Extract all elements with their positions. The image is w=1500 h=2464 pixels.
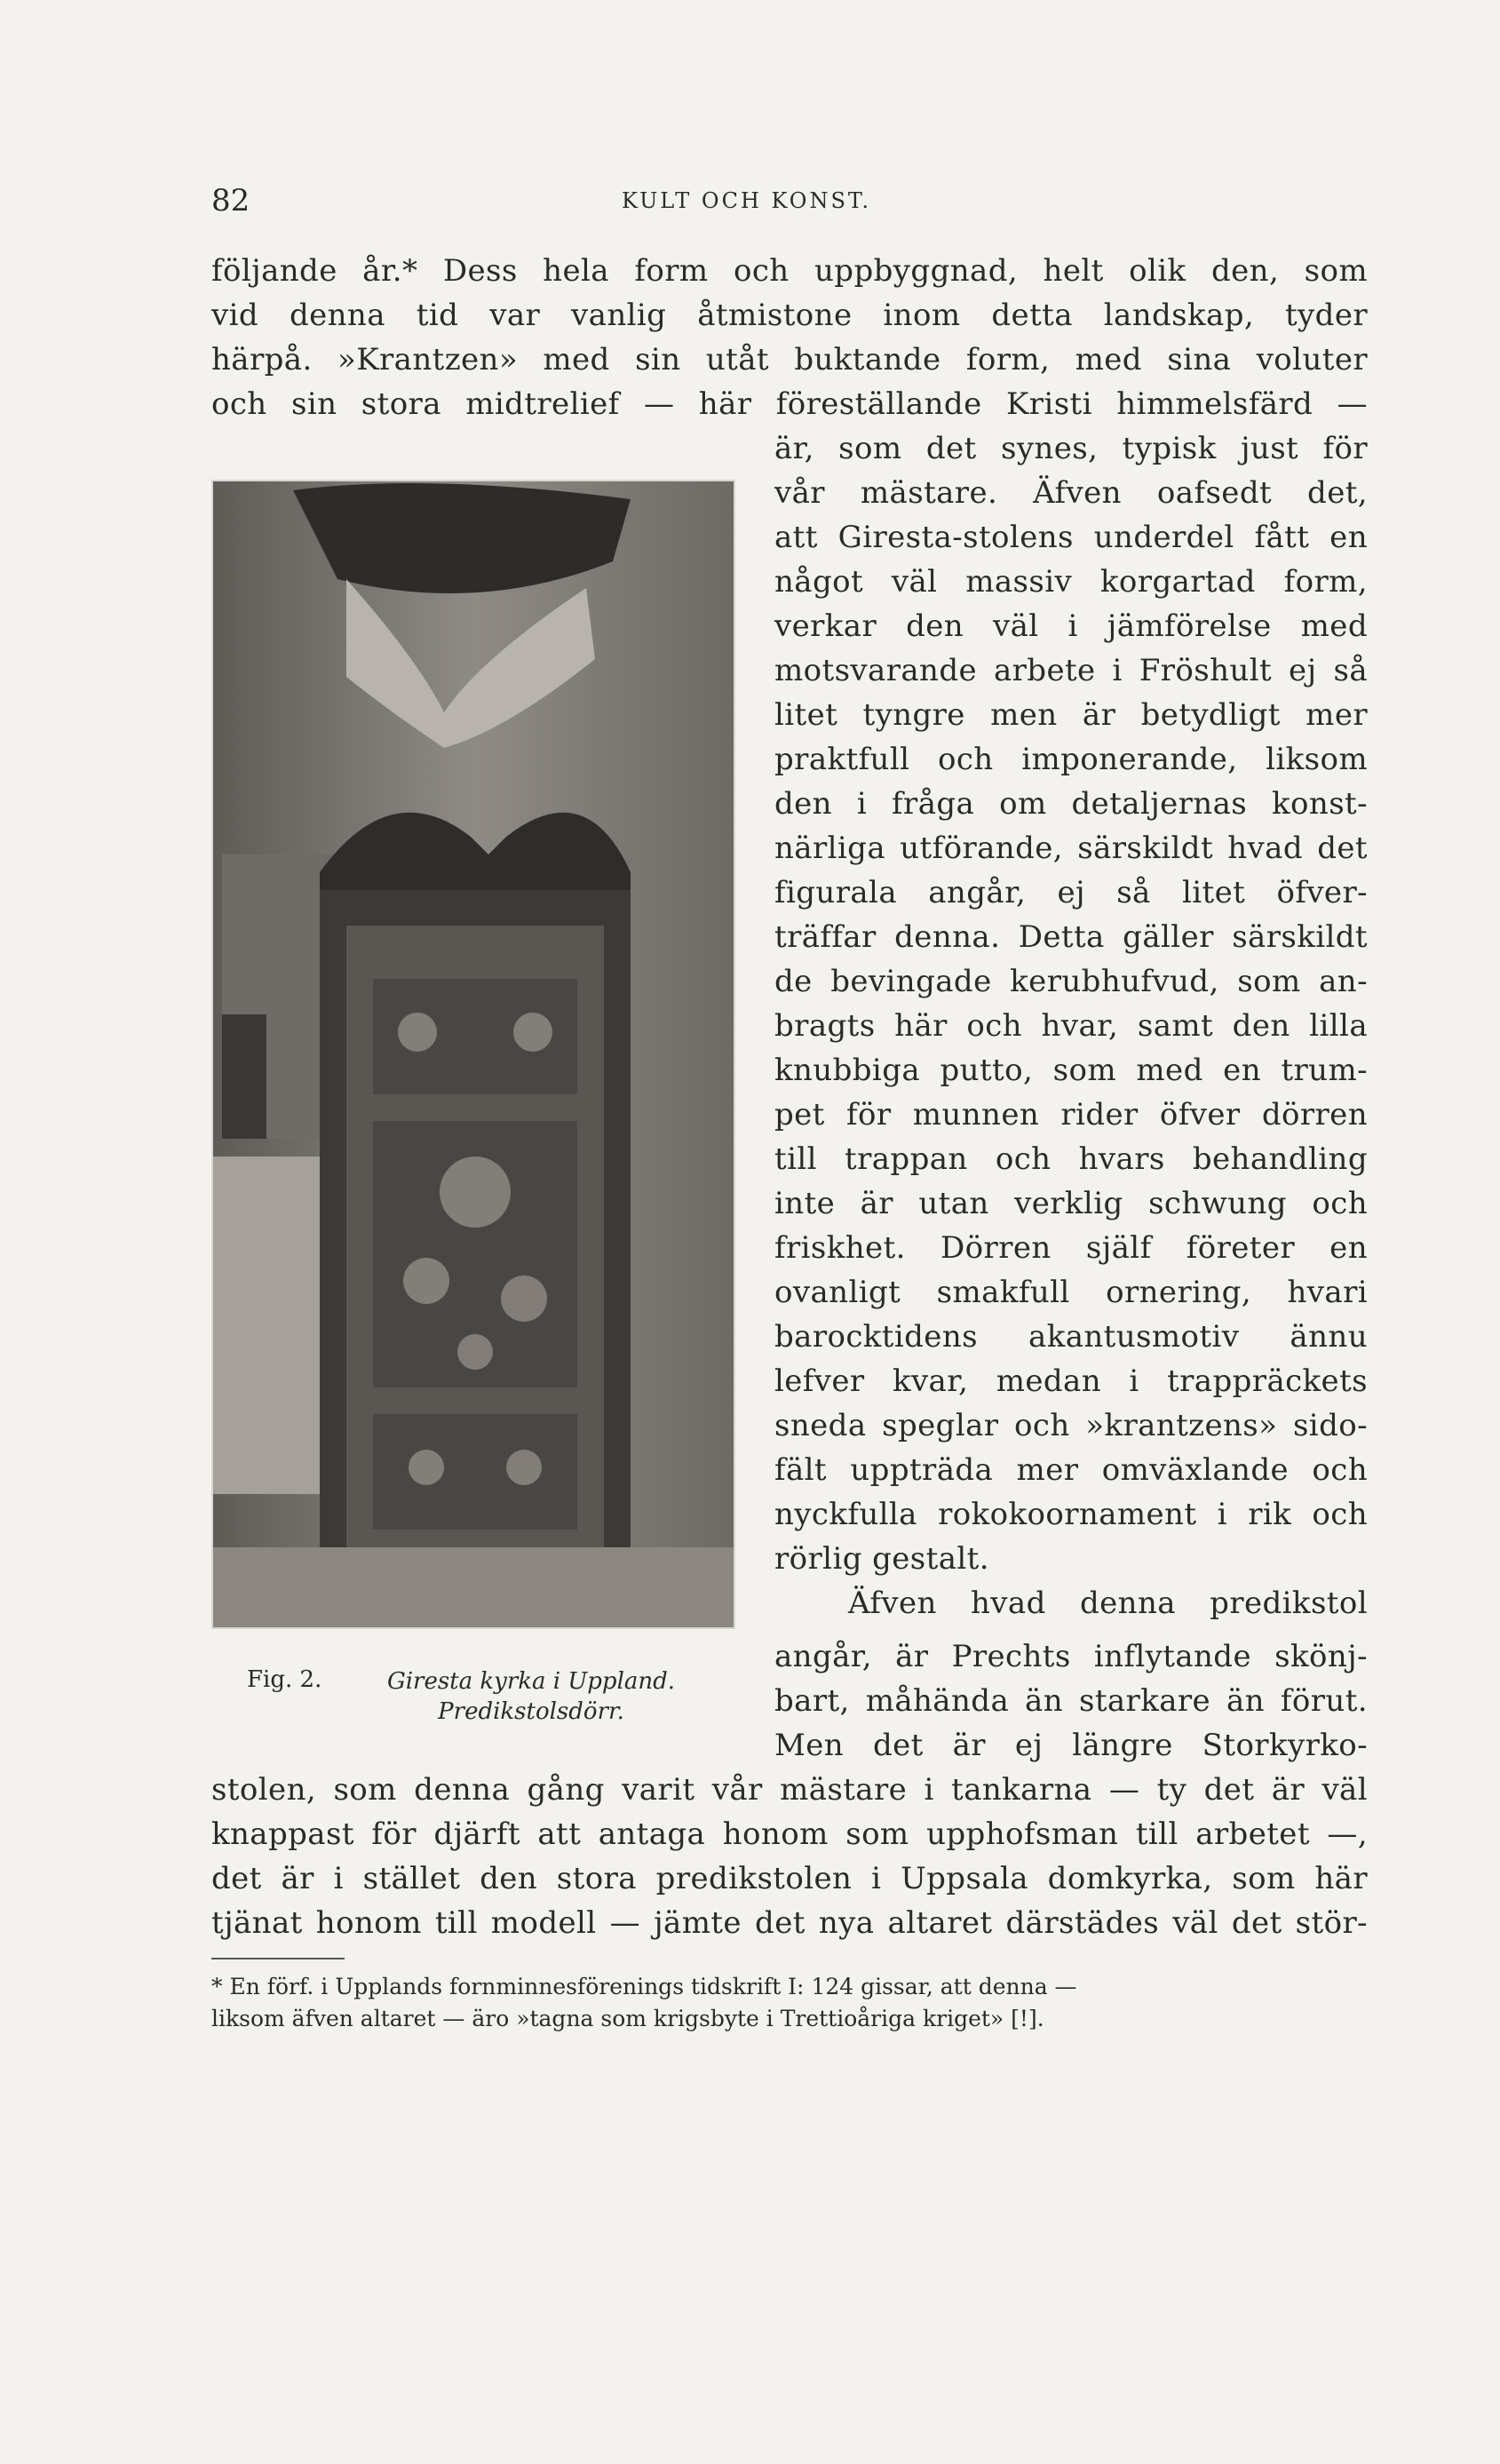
- text-line: rörlig gestalt.: [774, 1541, 989, 1577]
- text-line: stolen, som denna gång varit vår mästare i tankarna — ty det är väl: [211, 1772, 1368, 1808]
- text-line: något väl massiv korgartad form,: [774, 564, 1368, 600]
- footnote-line: * En förf. i Upplands fornminnesförenings tidskrift I: 124 gissar, att denna —: [211, 1974, 1077, 1999]
- text-line: figurala angår, ej så litet öfver-: [774, 875, 1368, 910]
- text-line: träffar denna. Detta gäller särskildt: [774, 919, 1368, 955]
- text-line: barocktidens akantusmotiv ännu: [774, 1319, 1368, 1355]
- pulpit-door-photograph: [211, 480, 735, 1629]
- text-line: till trappan och hvars behandling: [774, 1141, 1368, 1177]
- text-line: fält uppträda mer omväxlande och: [774, 1452, 1368, 1488]
- caption-title: Giresta kyrka i Uppland.: [386, 1668, 676, 1695]
- text-line: pet för munnen rider öfver dörren: [774, 1097, 1368, 1133]
- footnote-divider: [211, 1958, 345, 1959]
- text-line: härpå. »Krantzen» med sin utåt buktande form, med sina voluter: [211, 342, 1368, 378]
- text-line: nyckfulla rokokoornament i rik och: [774, 1497, 1368, 1532]
- text-line: angår, är Prechts inflytande skönj-: [774, 1639, 1368, 1674]
- text-line: friskhet. Dörren själf företer en: [774, 1230, 1368, 1266]
- text-line: det är i stället den stora predikstolen i Uppsala domkyrka, som här: [211, 1861, 1368, 1896]
- text-line: vår mästare. Äfven oafsedt det,: [774, 475, 1368, 511]
- page-number: 82: [211, 183, 250, 219]
- pulpit-door-illustration: [213, 481, 734, 1627]
- text-line: knappast för djärft att antaga honom som upphofsman till arbetet —,: [211, 1816, 1368, 1852]
- text-line: de bevingade kerubhufvud, som an-: [774, 964, 1368, 999]
- text-line: motsvarande arbete i Fröshult ej så: [774, 653, 1368, 688]
- text-line: att Giresta-stolens underdel fått en: [774, 520, 1368, 555]
- text-line: bragts här och hvar, samt den lilla: [774, 1008, 1368, 1044]
- text-line: lefver kvar, medan i trappräckets: [774, 1363, 1368, 1399]
- text-line: följande år.* Dess hela form och uppbyggnad, helt olik den, som: [211, 253, 1368, 289]
- caption-subtitle: Predikstolsdörr.: [438, 1698, 624, 1725]
- text-line: ovanligt smakfull ornering, hvari: [774, 1275, 1368, 1310]
- text-line: praktfull och imponerande, liksom: [774, 742, 1368, 777]
- text-line: den i fråga om detaljernas konst-: [774, 786, 1368, 822]
- figure-caption: [362, 1666, 700, 1727]
- footnote-line: liksom äfven altaret — äro »tagna som krigsbyte i Trettioåriga kriget» [!].: [211, 2006, 1044, 2031]
- text-line: tjänat honom till modell — jämte det nya altaret därstädes väl det stör-: [211, 1905, 1368, 1941]
- text-line: är, som det synes, typisk just för: [774, 431, 1368, 466]
- running-title: KULT OCH KONST.: [622, 188, 872, 213]
- text-line: Äfven hvad denna predikstol: [848, 1586, 1368, 1621]
- text-line: Men det är ej längre Storkyrko-: [774, 1728, 1368, 1763]
- text-line: bart, måhända än starkare än förut.: [774, 1683, 1368, 1719]
- text-line: litet tyngre men är betydligt mer: [774, 697, 1368, 733]
- text-line: knubbiga putto, som med en trum-: [774, 1053, 1368, 1088]
- text-line: vid denna tid var vanlig åtmistone inom detta landskap, tyder: [211, 298, 1368, 333]
- text-line: närliga utförande, särskildt hvad det: [774, 831, 1368, 866]
- text-line: sneda speglar och »krantzens» sido-: [774, 1408, 1368, 1443]
- text-line: och sin stora midtrelief — här föreställande Kristi himmelsfärd —: [211, 386, 1368, 422]
- text-line: inte är utan verklig schwung och: [774, 1186, 1368, 1221]
- text-line: verkar den väl i jämförelse med: [774, 608, 1368, 644]
- figure-number: Fig. 2.: [247, 1666, 322, 1693]
